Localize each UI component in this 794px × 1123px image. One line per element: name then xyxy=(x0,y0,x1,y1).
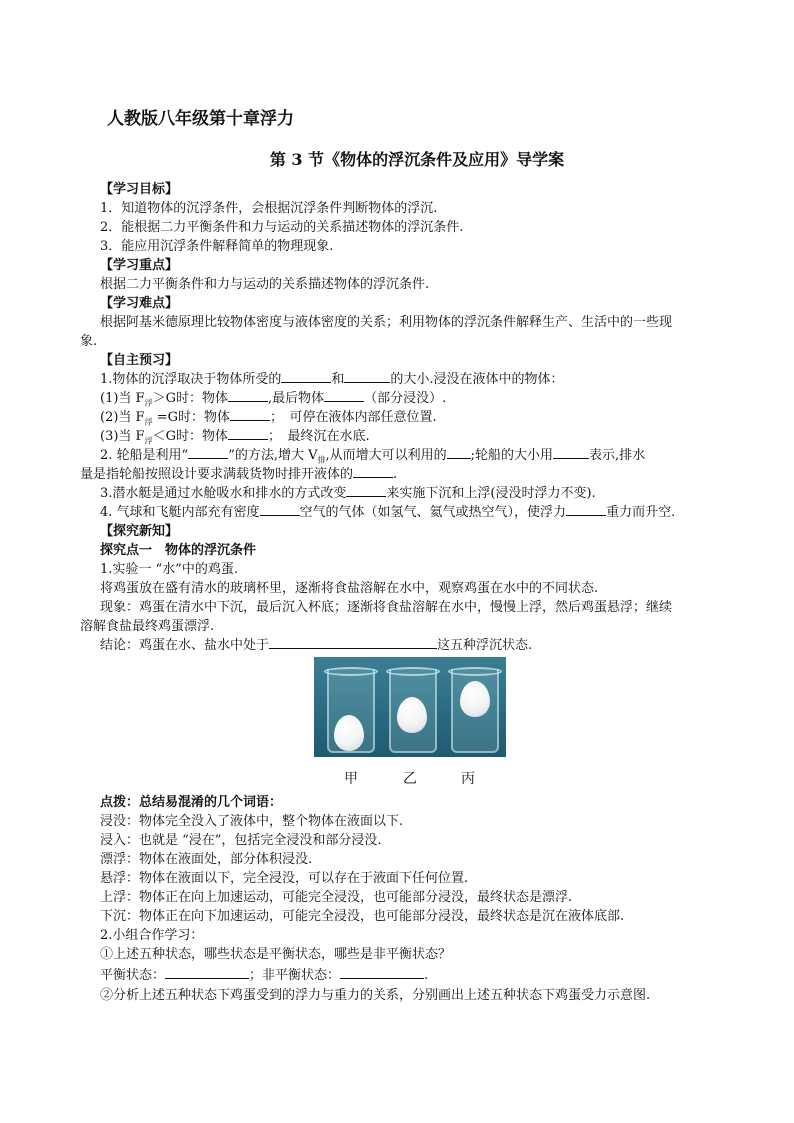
image-label: 甲 xyxy=(344,771,358,787)
page-title: 第 3 节《物体的浮沉条件及应用》导学案 xyxy=(269,150,565,169)
image-label: 丙 xyxy=(461,771,475,787)
preview-case-2: (2)当 $F_浮 =G$时：物体 ； 可停在液体内部任意位置. xyxy=(100,410,437,427)
answer-blank[interactable] xyxy=(228,389,268,402)
preview-q4: 4. 气球和飞艇内部充有密度 空气的气体（如氢气、氦气或热空气），使浮力 重力而升空. xyxy=(100,505,676,520)
tip-item: 悬浮：物体在液面以下，完全浸没，可以存在于液面下任何位置. xyxy=(100,871,469,886)
answer-blank[interactable] xyxy=(188,446,228,459)
difficulty-heading: 【学习难点】 xyxy=(100,296,179,311)
tip-item: 浸没：物体完全没入了液体中，整个物体在液面以下. xyxy=(100,814,404,829)
answer-blank[interactable] xyxy=(281,370,331,383)
experiment-title: 1.实验一 “水”中的鸡蛋. xyxy=(100,562,238,577)
tip-item: 下沉：物体正在向下加速运动，可能完全浸没，也可能部分浸没，最终状态是沉在液体底部. xyxy=(100,909,625,924)
goal-item: 3．能应用沉浮条件解释简单的物理现象. xyxy=(100,239,334,254)
answer-blank[interactable] xyxy=(553,446,589,459)
explore-heading: 【探究新知】 xyxy=(100,524,179,539)
preview-q2-cont: 量是指轮船按照设计要求满载货物时排开液体的 . xyxy=(80,467,398,482)
answer-blank[interactable] xyxy=(566,503,606,516)
tip-item: 浸入：也就是 “浸在”，包括完全浸没和部分浸没. xyxy=(100,833,382,848)
answer-blank[interactable] xyxy=(165,966,249,979)
preview-q1: 1.物体的沉浮取决于物体所受的 和 的大小.浸没在液体中的物体： xyxy=(100,372,564,387)
preview-q3: 3.潜水艇是通过水舱吸水和排水的方式改变 来实施下沉和上浮(浸没时浮力不变). xyxy=(100,486,596,501)
answer-blank[interactable] xyxy=(269,636,437,649)
answer-blank[interactable] xyxy=(324,389,364,402)
balance-line: 平衡状态： ；非平衡状态： . xyxy=(100,968,429,983)
answer-blank[interactable] xyxy=(230,408,270,421)
preview-heading: 【自主预习】 xyxy=(100,353,179,368)
goal-item: 1．知道物体的沉浮条件，会根据沉浮条件判断物体的浮沉. xyxy=(100,201,438,216)
group-q1: ①上述五种状态，哪些状态是平衡状态，哪些是非平衡状态？ xyxy=(100,947,452,962)
egg-floating xyxy=(460,681,490,717)
tip-item: 上浮：物体正在向上加速运动，可能完全浸没，也可能部分浸没，最终状态是漂浮. xyxy=(100,890,573,905)
key-text: 根据二力平衡条件和力与运动的关系描述物体的浮沉条件. xyxy=(100,277,430,292)
preview-case-1: (1)当 $F_浮>G$时：物体 ,最后物体 （部分浸没）. xyxy=(100,391,447,408)
phenomenon-text: 现象：鸡蛋在清水中下沉，最后沉入杯底；逐渐将食盐溶解在水中，慢慢上浮，然后鸡蛋悬浮；继续 xyxy=(100,600,673,615)
preview-q2: 2. 轮船是利用“ ”的方法,增大 $V_排$,从而增大可以利用的 ;轮船的大小用 表示,排水 xyxy=(100,448,646,465)
answer-blank[interactable] xyxy=(346,484,386,497)
egg-suspended xyxy=(397,697,427,733)
image-label: 乙 xyxy=(403,771,417,787)
answer-blank[interactable] xyxy=(228,427,268,440)
goal-item: 2．能根据二力平衡条件和力与运动的关系描述物体的浮沉条件. xyxy=(100,220,464,235)
explore-point-1: 探究点一 物体的浮沉条件 xyxy=(100,543,257,558)
experiment-description: 将鸡蛋放在盛有清水的玻璃杯里，逐渐将食盐溶解在水中，观察鸡蛋在水中的不同状态. xyxy=(100,581,599,596)
group-q2: ②分析上述五种状态下鸡蛋受到的浮力与重力的关系，分别画出上述五种状态下鸡蛋受力示意图. xyxy=(100,988,651,1003)
answer-blank[interactable] xyxy=(260,503,300,516)
series-title: 人教版八年级第十章浮力 xyxy=(107,109,294,129)
answer-blank[interactable] xyxy=(344,370,390,383)
preview-case-3: (3)当 $F_浮<G$时：物体 ； 最终沉在水底. xyxy=(100,429,370,446)
tip-item: 漂浮：物体在液面处，部分体积浸没. xyxy=(100,852,313,867)
answer-blank[interactable] xyxy=(340,966,424,979)
group-heading: 2.小组合作学习： xyxy=(100,928,204,943)
tips-heading: 点拨：总结易混淆的几个词语： xyxy=(100,795,283,810)
key-heading: 【学习重点】 xyxy=(100,258,179,273)
egg-experiment-photo xyxy=(314,657,506,757)
difficulty-text: 根据阿基米德原理比较物体密度与液体密度的关系；利用物体的浮沉条件解释生产、生活中的一些现 xyxy=(100,315,673,330)
answer-blank[interactable] xyxy=(353,465,393,478)
conclusion-text: 结论：鸡蛋在水、盐水中处于 这五种浮沉状态. xyxy=(100,638,533,653)
difficulty-text-cont: 象. xyxy=(80,334,98,349)
answer-blank[interactable] xyxy=(447,446,471,459)
phenomenon-text-cont: 溶解食盐最终鸡蛋漂浮. xyxy=(80,619,215,634)
goals-heading: 【学习目标】 xyxy=(100,182,179,197)
egg-sunk xyxy=(334,715,364,751)
